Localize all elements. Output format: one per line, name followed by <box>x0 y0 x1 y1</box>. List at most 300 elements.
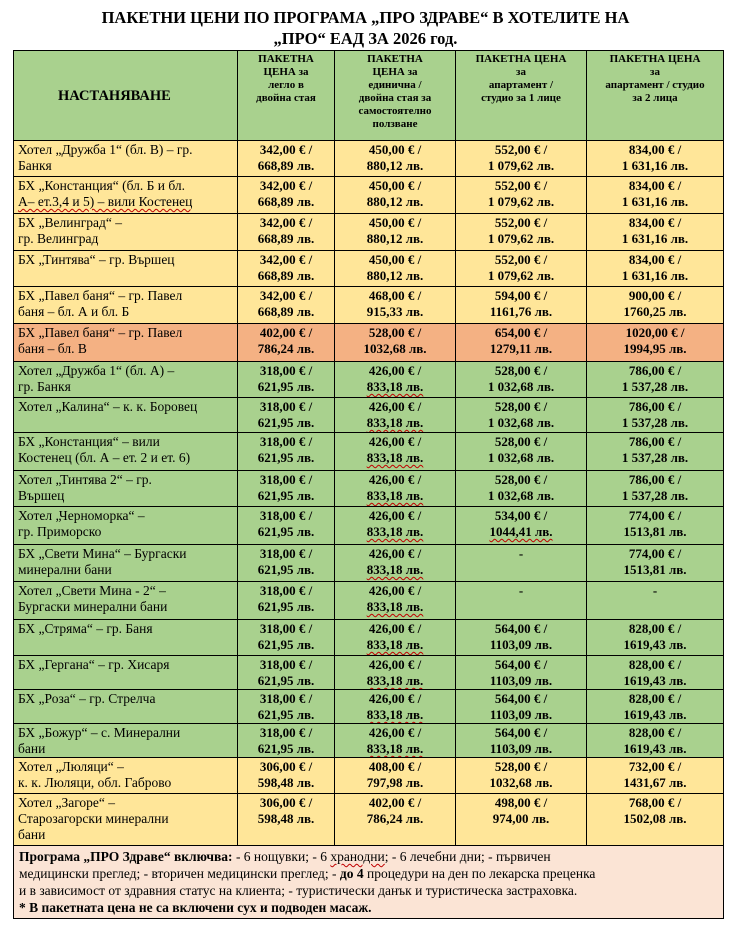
price-line: 1032,68 лв. <box>363 341 427 356</box>
price-line: 1502,08 лв. <box>623 811 687 826</box>
price-bed-cell <box>238 794 335 846</box>
price-apartment-1-cell <box>456 141 587 177</box>
price-single-cell <box>335 620 456 656</box>
hotel-name-line: бани <box>18 741 46 756</box>
hotel-name-line: БХ „Стряма“ – гр. Баня <box>18 621 153 636</box>
header-line: ПАКЕТНА ЦЕНА <box>609 53 701 65</box>
price-line: 564,00 € / <box>494 725 548 740</box>
hotel-name-cell <box>14 398 238 433</box>
price-line: 1 631,16 лв. <box>621 268 689 283</box>
price-line: 598,48 лв. <box>257 811 315 826</box>
price-apartment-2-cell <box>587 507 724 545</box>
hotel-name-line: БХ „Констанция“ – вили <box>18 434 160 449</box>
title-line-2: „ПРО“ ЕАД ЗА 2026 год. <box>273 29 458 48</box>
price-single-cell <box>335 214 456 251</box>
price-line: 318,00 € / <box>259 472 313 487</box>
header-single-use <box>335 51 456 141</box>
price-bed-cell <box>238 471 335 507</box>
price-line: 426,00 € / <box>368 691 422 706</box>
hotel-name-line: Хотел „Калина“ – к. к. Боровец <box>18 399 198 414</box>
price-line: 621,95 лв. <box>257 450 315 465</box>
price-line: 621,95 лв. <box>257 415 315 430</box>
price-apartment-1-cell <box>456 398 587 433</box>
price-line: 1 079,62 лв. <box>487 231 555 246</box>
price-line: 880,12 лв. <box>366 194 424 209</box>
price-line: 342,00 € / <box>259 288 313 303</box>
price-line: 426,00 € / <box>368 363 422 378</box>
meals-word: хранодни <box>330 849 385 864</box>
header-line: за <box>516 66 526 78</box>
table-row <box>14 287 724 324</box>
price-line: 426,00 € / <box>368 657 422 672</box>
title-line-1: ПАКЕТНИ ЦЕНИ ПО ПРОГРАМА „ПРО ЗДРАВЕ“ В ХОТЕЛИТЕ НА <box>101 8 630 27</box>
price-line: 828,00 € / <box>628 621 682 636</box>
price-bed-cell <box>238 177 335 214</box>
header-line: самостоятелно <box>358 105 432 117</box>
price-line: 318,00 € / <box>259 621 313 636</box>
table-row <box>14 794 724 846</box>
price-line: 318,00 € / <box>259 363 313 378</box>
price-line: 426,00 € / <box>368 621 422 636</box>
price-line: 1044,41 лв. <box>489 524 553 539</box>
price-apartment-2-cell <box>587 324 724 362</box>
price-apartment-2-cell <box>587 545 724 582</box>
price-line: 1 079,62 лв. <box>487 268 555 283</box>
table-row <box>14 620 724 656</box>
table-row <box>14 758 724 794</box>
hotel-name-line: Хотел „Черноморка“ – <box>18 508 145 523</box>
price-single-cell <box>335 690 456 724</box>
hotel-name-line: БХ „Свети Мина“ – Бургаски <box>18 546 187 561</box>
price-line: 833,18 лв. <box>366 741 424 756</box>
table-body <box>14 141 724 846</box>
price-line: 402,00 € / <box>368 795 422 810</box>
price-line: 528,00 € / <box>494 434 548 449</box>
price-line: 1 537,28 лв. <box>621 450 689 465</box>
price-line: 1513,81 лв. <box>623 524 687 539</box>
table-row <box>14 582 724 620</box>
hotel-name-line: баня – бл. В <box>18 341 87 356</box>
hotel-name-line: Хотел „Дружба 1“ (бл. А) – <box>18 363 175 378</box>
price-line: 1161,76 лв. <box>489 304 553 319</box>
table-row <box>14 656 724 690</box>
header-line: за <box>650 66 660 78</box>
price-line: 786,00 € / <box>628 399 682 414</box>
table-row <box>14 471 724 507</box>
price-line: 342,00 € / <box>259 142 313 157</box>
price-apartment-2-cell <box>587 620 724 656</box>
price-line: 880,12 лв. <box>366 231 424 246</box>
price-line: 900,00 € / <box>628 288 682 303</box>
price-apartment-1-cell <box>456 433 587 471</box>
price-line: 1279,11 лв. <box>489 341 553 356</box>
price-single-cell <box>335 287 456 324</box>
price-apartment-2-cell <box>587 141 724 177</box>
price-apartment-2-cell <box>587 433 724 471</box>
price-apartment-2-cell <box>587 758 724 794</box>
price-line: 528,00 € / <box>494 759 548 774</box>
price-apartment-1-cell <box>456 582 587 620</box>
price-line: 1 631,16 лв. <box>621 194 689 209</box>
hotel-name-line: Костенец (бл. А – ет. 2 и ет. 6) <box>18 450 191 465</box>
price-line: 306,00 € / <box>259 759 313 774</box>
price-line: 426,00 € / <box>368 546 422 561</box>
price-line: 833,18 лв. <box>366 562 424 577</box>
price-apartment-1-cell <box>456 324 587 362</box>
price-apartment-1-cell <box>456 545 587 582</box>
price-line: 786,24 лв. <box>257 341 315 356</box>
price-line: 342,00 € / <box>259 252 313 267</box>
header-line: ЦЕНА за <box>372 66 418 78</box>
table-row <box>14 362 724 398</box>
hotel-name-line: Старозагорски минерални <box>18 811 169 826</box>
table-row <box>14 214 724 251</box>
hotel-name-line: гр. Банкя <box>18 379 71 394</box>
header-line: ПАКЕТНА <box>258 53 314 65</box>
price-line: 1 631,16 лв. <box>621 231 689 246</box>
price-line: 318,00 € / <box>259 725 313 740</box>
price-apartment-1-cell <box>456 758 587 794</box>
header-line: апартамент / <box>488 79 554 91</box>
header-line: студио за 1 лице <box>481 92 561 104</box>
price-apartment-1-cell <box>456 214 587 251</box>
price-line: 833,18 лв. <box>366 415 424 430</box>
price-line: 797,98 лв. <box>366 775 424 790</box>
hotel-name-cell <box>14 214 238 251</box>
hotel-name-line: БХ „Велинград“ – <box>18 215 122 230</box>
price-line: 621,95 лв. <box>257 488 315 503</box>
table-row <box>14 433 724 471</box>
hotel-name-cell <box>14 471 238 507</box>
hotel-name-cell <box>14 251 238 287</box>
price-line: 668,89 лв. <box>257 194 315 209</box>
price-line: 1103,09 лв. <box>489 741 553 756</box>
price-line: 834,00 € / <box>628 178 682 193</box>
price-line: 834,00 € / <box>628 252 682 267</box>
note-line-2-rest: процедури на ден по лекарска преценка <box>363 866 596 881</box>
header-line: ПАКЕТНА <box>367 53 423 65</box>
price-apartment-1-cell <box>456 656 587 690</box>
document-title <box>0 0 731 48</box>
price-line: 1020,00 € / <box>625 325 685 340</box>
header-line: за 2 лица <box>632 92 678 104</box>
price-line: 468,00 € / <box>368 288 422 303</box>
price-line: 1 537,28 лв. <box>621 488 689 503</box>
price-apartment-2-cell <box>587 214 724 251</box>
note-part-1: - 6 нощувки; - 6 <box>232 849 331 864</box>
price-apartment-2-cell <box>587 794 724 846</box>
hotel-name-cell <box>14 620 238 656</box>
price-single-cell <box>335 794 456 846</box>
price-apartment-1-cell <box>456 177 587 214</box>
price-line: 1 079,62 лв. <box>487 158 555 173</box>
price-bed-cell <box>238 724 335 758</box>
table-header-row <box>14 51 724 141</box>
table-row <box>14 398 724 433</box>
price-line: 668,89 лв. <box>257 268 315 283</box>
price-line: 833,18 лв. <box>366 524 424 539</box>
header-apartment-2 <box>587 51 724 141</box>
price-line: 450,00 € / <box>368 142 422 157</box>
hotel-name-cell <box>14 324 238 362</box>
price-line: 833,18 лв. <box>366 637 424 652</box>
hotel-name-cell <box>14 545 238 582</box>
price-line: 408,00 € / <box>368 759 422 774</box>
hotel-name-line: Хотел „Тинтява 2“ – гр. <box>18 472 152 487</box>
hotel-name-line: БХ „Божур“ – с. Минерални <box>18 725 181 740</box>
hotel-name-cell <box>14 141 238 177</box>
hotel-name-cell <box>14 507 238 545</box>
price-line: 552,00 € / <box>494 142 548 157</box>
header-line: единична / <box>368 79 422 91</box>
price-line: 426,00 € / <box>368 725 422 740</box>
price-apartment-2-cell <box>587 582 724 620</box>
price-line: 621,95 лв. <box>257 673 315 688</box>
price-line: 828,00 € / <box>628 657 682 672</box>
price-single-cell <box>335 398 456 433</box>
price-bed-cell <box>238 141 335 177</box>
hotel-name-line: минерални бани <box>18 562 112 577</box>
price-line: - <box>518 583 524 598</box>
price-line: 318,00 € / <box>259 657 313 672</box>
price-line: 342,00 € / <box>259 215 313 230</box>
hotel-name-cell <box>14 724 238 758</box>
table-row <box>14 724 724 758</box>
hotel-name-cell <box>14 794 238 846</box>
price-single-cell <box>335 141 456 177</box>
price-apartment-1-cell <box>456 724 587 758</box>
note-part-2: ; - 6 лечебни дни; - първичен <box>384 849 551 864</box>
price-apartment-1-cell <box>456 471 587 507</box>
hotel-name-line: баня – бл. А и бл. Б <box>18 304 130 319</box>
price-line: 528,00 € / <box>494 472 548 487</box>
table-row <box>14 141 724 177</box>
price-line: 1 537,28 лв. <box>621 415 689 430</box>
hotel-name-line: Хотел „Люляци“ – <box>18 759 124 774</box>
table-row <box>14 177 724 214</box>
hotel-name-cell <box>14 582 238 620</box>
price-bed-cell <box>238 362 335 398</box>
price-single-cell <box>335 251 456 287</box>
price-apartment-1-cell <box>456 362 587 398</box>
price-line: 621,95 лв. <box>257 524 315 539</box>
price-line: 552,00 € / <box>494 178 548 193</box>
price-bed-cell <box>238 214 335 251</box>
price-line: - <box>652 583 658 598</box>
price-apartment-2-cell <box>587 398 724 433</box>
price-line: 318,00 € / <box>259 508 313 523</box>
price-single-cell <box>335 656 456 690</box>
price-line: 786,00 € / <box>628 472 682 487</box>
header-line: двойна стая за <box>358 92 432 104</box>
price-line: 1103,09 лв. <box>489 637 553 652</box>
price-line: 1760,25 лв. <box>623 304 687 319</box>
price-bed-cell <box>238 690 335 724</box>
price-apartment-1-cell <box>456 287 587 324</box>
price-line: 426,00 € / <box>368 434 422 449</box>
price-table <box>13 50 724 919</box>
price-apartment-1-cell <box>456 507 587 545</box>
price-line: 1103,09 лв. <box>489 673 553 688</box>
price-single-cell <box>335 724 456 758</box>
hotel-name-line: гр. Приморско <box>18 524 102 539</box>
price-single-cell <box>335 324 456 362</box>
footnote <box>19 899 719 916</box>
price-line: 598,48 лв. <box>257 775 315 790</box>
hotel-name-line: Хотел „Свети Мина - 2“ – <box>18 583 166 598</box>
hotel-name-line: бани <box>18 827 46 842</box>
price-line: 402,00 € / <box>259 325 313 340</box>
price-line: 786,00 € / <box>628 363 682 378</box>
price-line: 1 631,16 лв. <box>621 158 689 173</box>
price-line: 668,89 лв. <box>257 158 315 173</box>
price-line: 668,89 лв. <box>257 231 315 246</box>
price-line: 833,18 лв. <box>366 673 424 688</box>
header-line: ЦЕНА за <box>263 66 309 78</box>
price-line: 564,00 € / <box>494 657 548 672</box>
price-bed-cell <box>238 545 335 582</box>
price-line: 426,00 € / <box>368 583 422 598</box>
header-line: двойна стая <box>256 92 316 104</box>
price-line: 1619,43 лв. <box>623 673 687 688</box>
price-single-cell <box>335 177 456 214</box>
price-line: 1032,68 лв. <box>489 775 553 790</box>
price-line: 668,89 лв. <box>257 304 315 319</box>
price-line: 834,00 € / <box>628 215 682 230</box>
hotel-name-line: Бургаски минерални бани <box>18 599 168 614</box>
header-bed-double <box>238 51 335 141</box>
hotel-name-cell <box>14 433 238 471</box>
hotel-name-line: БХ „Тинтява“ – гр. Вършец <box>18 252 175 267</box>
price-line: 318,00 € / <box>259 546 313 561</box>
hotel-name-line: Хотел „Загоре“ – <box>18 795 116 810</box>
hotel-name-cell <box>14 758 238 794</box>
table-row <box>14 251 724 287</box>
price-line: 833,18 лв. <box>366 707 424 722</box>
price-line: 833,18 лв. <box>366 450 424 465</box>
price-line: 528,00 € / <box>494 363 548 378</box>
price-apartment-2-cell <box>587 287 724 324</box>
price-line: 426,00 € / <box>368 399 422 414</box>
price-apartment-1-cell <box>456 620 587 656</box>
table-row <box>14 690 724 724</box>
hotel-name-cell <box>14 287 238 324</box>
table-row <box>14 545 724 582</box>
hotel-name-line: Хотел „Дружба 1“ (бл. В) – гр. <box>18 142 193 157</box>
price-line: 974,00 лв. <box>492 811 550 826</box>
price-line: 426,00 € / <box>368 472 422 487</box>
price-line: 621,95 лв. <box>257 562 315 577</box>
note-line-2-bold: до 4 <box>339 866 364 881</box>
price-line: 828,00 € / <box>628 725 682 740</box>
price-line: 342,00 € / <box>259 178 313 193</box>
price-bed-cell <box>238 324 335 362</box>
header-line: ПАКЕТНА ЦЕНА <box>475 53 567 65</box>
price-apartment-2-cell <box>587 690 724 724</box>
price-line: 498,00 € / <box>494 795 548 810</box>
header-line: легло в <box>268 79 304 91</box>
hotel-name-line: Вършец <box>18 488 65 503</box>
price-apartment-2-cell <box>587 724 724 758</box>
price-line: 534,00 € / <box>494 508 548 523</box>
price-line: 564,00 € / <box>494 691 548 706</box>
price-line: 1 032,68 лв. <box>487 450 555 465</box>
price-line: - <box>518 546 524 561</box>
note-line-3: и в зависимост от здравния статус на клиента; - туристически данък и туристическа застраховка. <box>19 883 578 898</box>
price-bed-cell <box>238 507 335 545</box>
program-label: Програма „ПРО Здраве“ включва: <box>19 849 233 864</box>
price-line: 1 079,62 лв. <box>487 194 555 209</box>
price-line: 774,00 € / <box>628 508 682 523</box>
price-line: 732,00 € / <box>628 759 682 774</box>
price-apartment-2-cell <box>587 656 724 690</box>
hotel-name-line: БХ „Павел баня“ – гр. Павел <box>18 325 183 340</box>
price-line: 621,95 лв. <box>257 599 315 614</box>
price-line: 1 537,28 лв. <box>621 379 689 394</box>
price-line: 1 032,68 лв. <box>487 379 555 394</box>
note-line-2 <box>19 865 719 882</box>
program-note <box>14 846 724 919</box>
price-line: 450,00 € / <box>368 215 422 230</box>
price-line: 621,95 лв. <box>257 637 315 652</box>
header-line: ползване <box>372 118 418 130</box>
price-line: 654,00 € / <box>494 325 548 340</box>
table-row <box>14 507 724 545</box>
price-single-cell <box>335 471 456 507</box>
hotel-name-cell <box>14 177 238 214</box>
header-apartment-1 <box>456 51 587 141</box>
price-line: 768,00 € / <box>628 795 682 810</box>
price-line: 1619,43 лв. <box>623 707 687 722</box>
price-line: 1513,81 лв. <box>623 562 687 577</box>
price-line: 915,33 лв. <box>366 304 424 319</box>
price-line: 552,00 € / <box>494 252 548 267</box>
price-apartment-2-cell <box>587 471 724 507</box>
price-line: 564,00 € / <box>494 621 548 636</box>
hotel-name-line: БХ „Гергана“ – гр. Хисаря <box>18 657 170 672</box>
price-line: 828,00 € / <box>628 691 682 706</box>
price-line: 774,00 € / <box>628 546 682 561</box>
price-line: 318,00 € / <box>259 399 313 414</box>
price-line: 1994,95 лв. <box>623 341 687 356</box>
price-single-cell <box>335 582 456 620</box>
hotel-name-line: БХ „Роза“ – гр. Стрелча <box>18 691 156 706</box>
price-bed-cell <box>238 251 335 287</box>
price-apartment-1-cell <box>456 690 587 724</box>
price-line: 786,24 лв. <box>366 811 424 826</box>
price-line: 1619,43 лв. <box>623 741 687 756</box>
price-line: 880,12 лв. <box>366 268 424 283</box>
hotel-name-line: А– ет.3,4 и 5) – вили Костенец <box>18 194 193 209</box>
price-line: 786,00 € / <box>628 434 682 449</box>
price-line: 426,00 € / <box>368 508 422 523</box>
hotel-name-line: Банкя <box>18 158 52 173</box>
note-line-1 <box>19 848 719 865</box>
note-line-2-text: медицински преглед; - вторичен медицински преглед; - <box>19 866 340 881</box>
price-bed-cell <box>238 287 335 324</box>
price-line: 306,00 € / <box>259 795 313 810</box>
price-apartment-2-cell <box>587 251 724 287</box>
header-line: апартамент / студио <box>605 79 705 91</box>
price-line: 318,00 € / <box>259 434 313 449</box>
header-accommodation: НАСТАНЯВАНЕ <box>14 51 238 141</box>
price-apartment-2-cell <box>587 177 724 214</box>
hotel-name-line: БХ „Павел баня“ – гр. Павел <box>18 288 183 303</box>
price-line: 1619,43 лв. <box>623 637 687 652</box>
price-line: 528,00 € / <box>494 399 548 414</box>
table-row <box>14 324 724 362</box>
price-single-cell <box>335 362 456 398</box>
